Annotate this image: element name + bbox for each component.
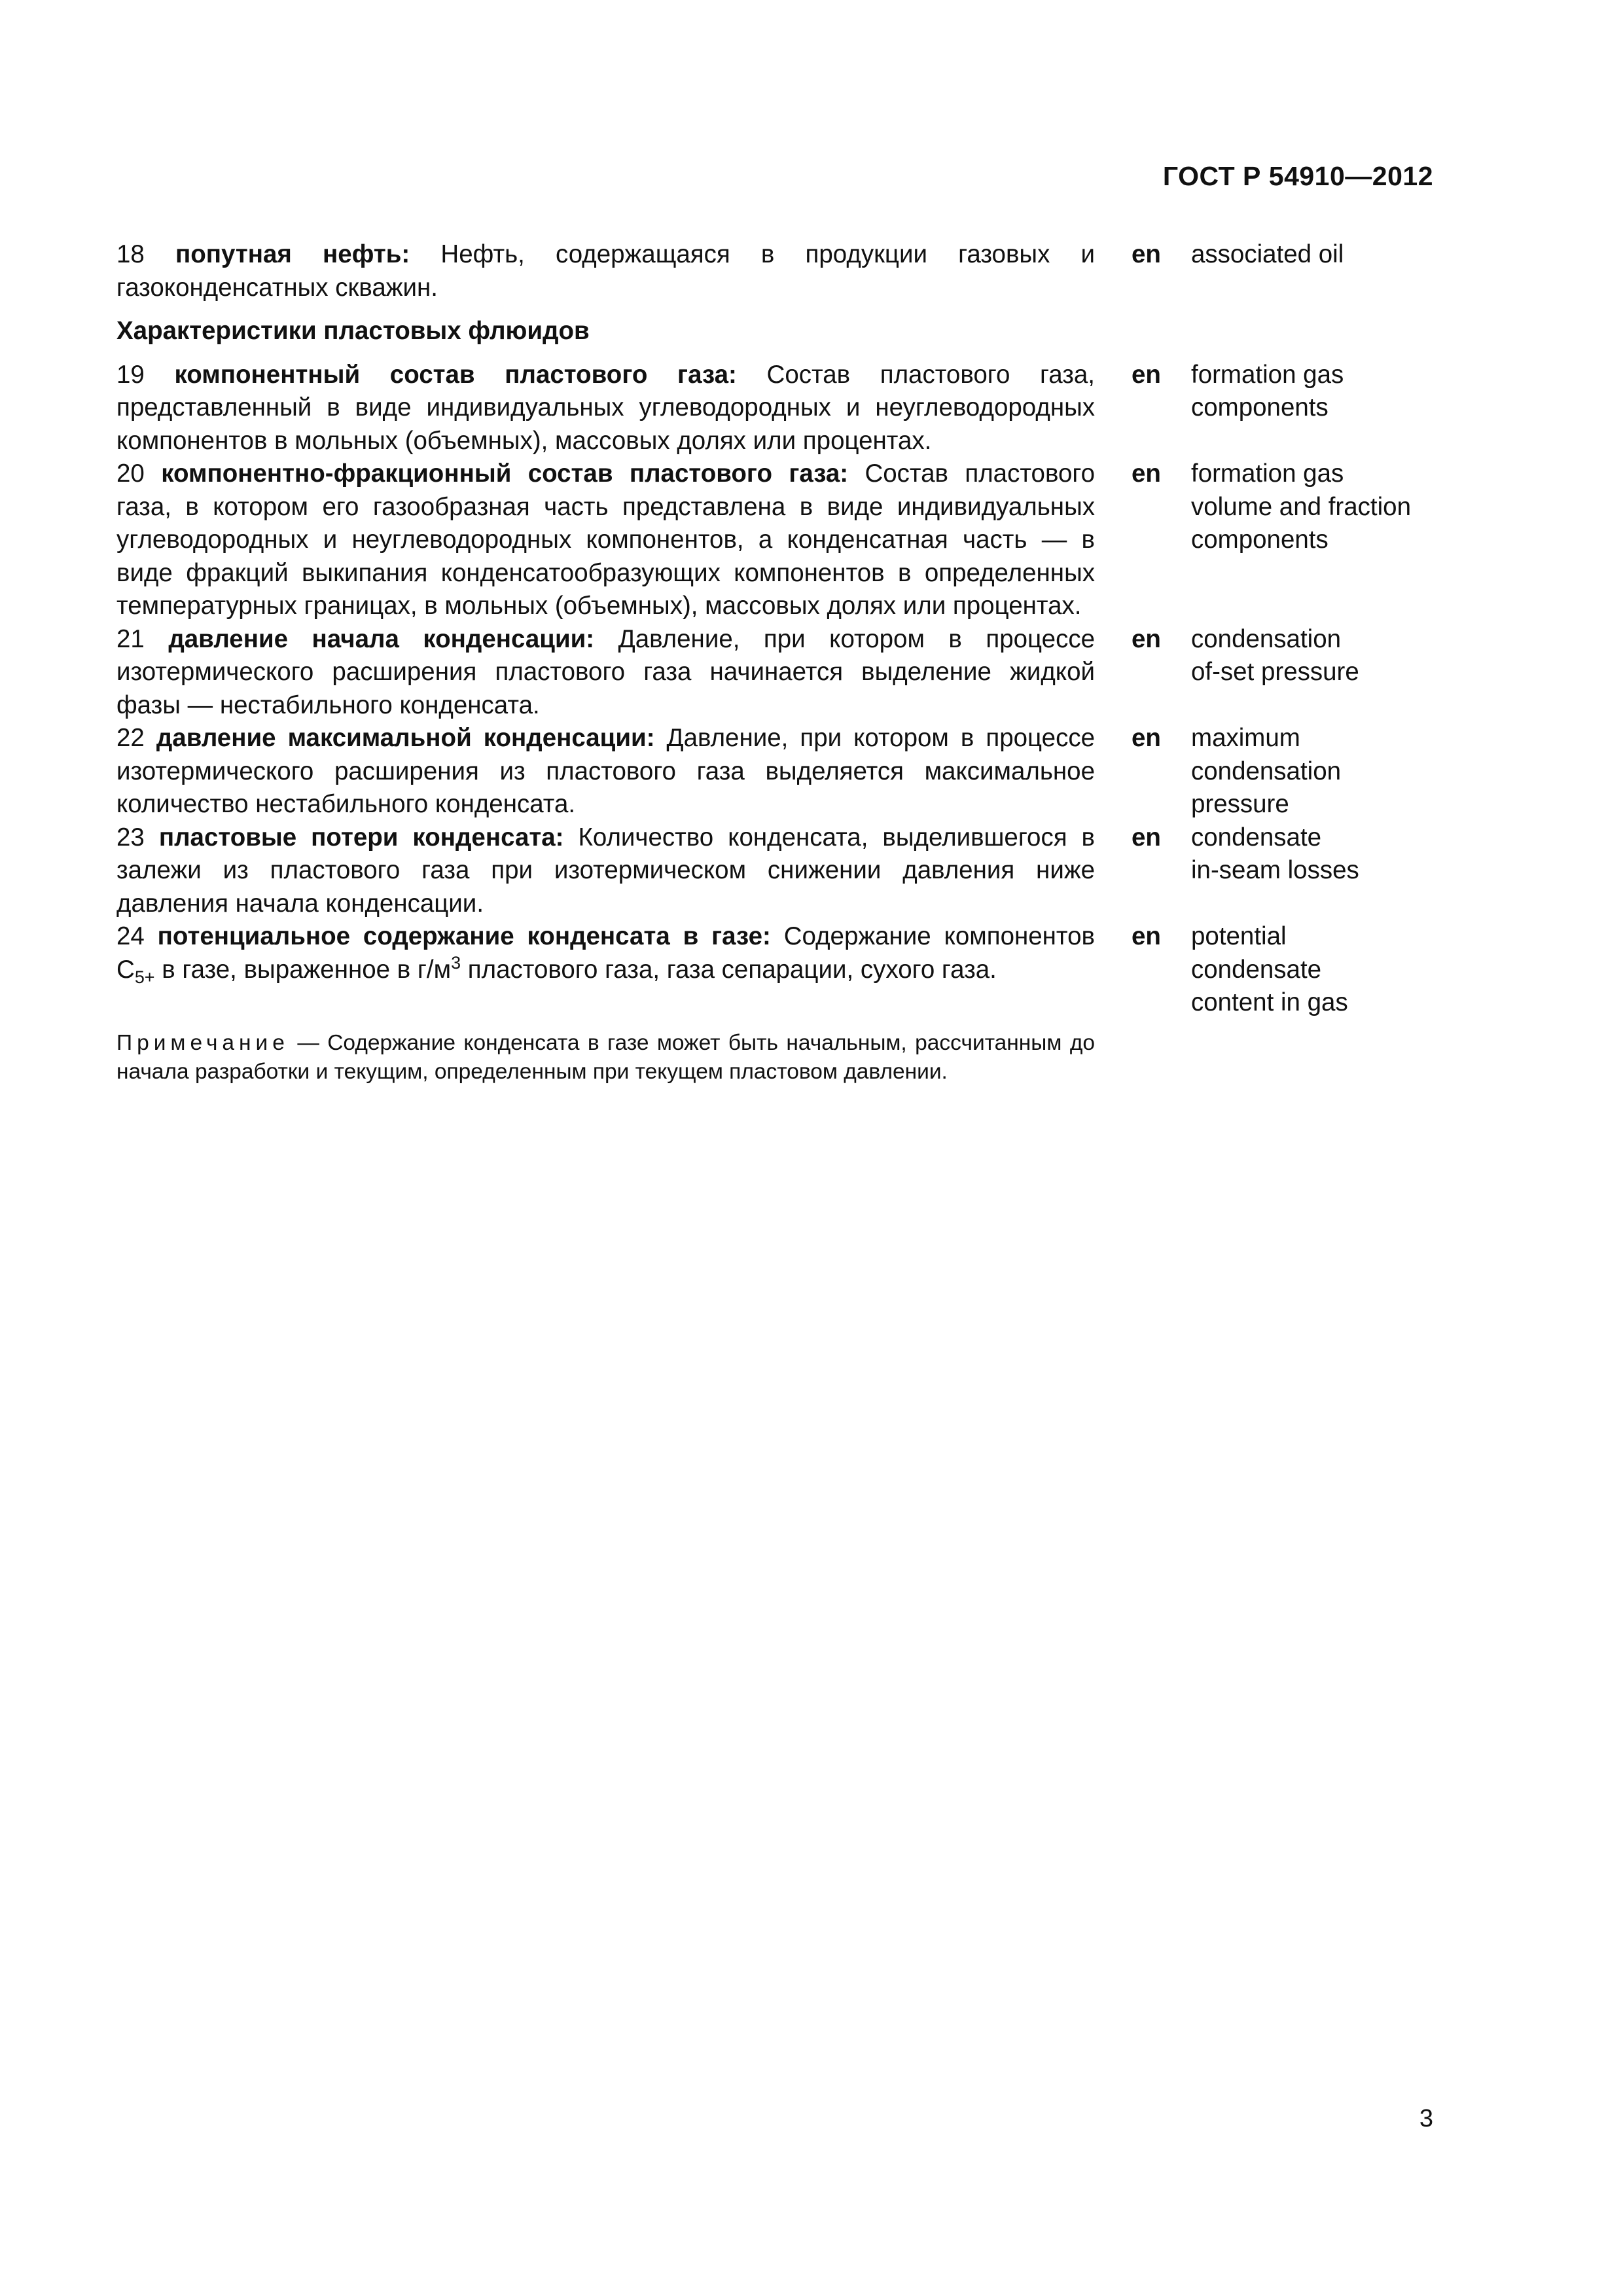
term-name: давление начала конденсации:: [168, 624, 595, 653]
term-en: maximum condensation pressure: [1191, 724, 1342, 818]
term-en: formation gas components: [1191, 360, 1344, 422]
term-definition: Количество конденсата, выделившегося в залежи из пластового газа при изотермическом снижении давления ниже давления начала конденсации.: [116, 823, 1095, 918]
term-name: компонентный состав пластового газа:: [174, 360, 737, 389]
lang-code: en: [1132, 922, 1161, 950]
term-name: компонентно-фракционный состав пластового газа:: [161, 459, 849, 488]
lang-code: en: [1132, 459, 1161, 488]
term-number: 23: [116, 823, 145, 852]
term-definition-part3: пластового газа, газа сепарации, сухого газа.: [461, 955, 997, 984]
subscript: 5+: [134, 967, 155, 987]
term-name: попутная нефть:: [175, 240, 410, 268]
term-ru: [116, 623, 1095, 723]
lang-code: en: [1132, 360, 1161, 389]
document-header: ГОСТ Р 54910—2012: [1162, 161, 1433, 191]
term-definition: Давление, при котором в процессе изотермического расширения пластового газа начинается выделение жидкой фазы — нестабильного конденсата.: [116, 624, 1095, 719]
term-ru: [116, 238, 1095, 304]
lang-code: en: [1132, 724, 1161, 752]
term-definition-part2: в газе, выраженное в г/м: [154, 955, 452, 984]
term-definition-part1: Содержание компонентов С: [116, 922, 1095, 984]
note: [116, 1029, 1095, 1086]
term-number: 24: [116, 922, 145, 950]
term-entry-21: [116, 623, 1433, 723]
term-name: потенциальное содержание конденсата в газе:: [157, 922, 771, 950]
term-number: 21: [116, 624, 145, 653]
page-number: 3: [1419, 2105, 1433, 2132]
term-en: potential condensate content in gas: [1191, 922, 1348, 1016]
term-en: formation gas volume and fraction components: [1191, 459, 1411, 554]
lang-code: en: [1132, 624, 1161, 653]
lang-code: en: [1132, 240, 1161, 268]
term-ru: [116, 722, 1095, 821]
term-ru: [116, 359, 1095, 458]
term-number: 22: [116, 724, 145, 752]
term-ru: [116, 457, 1095, 623]
term-number: 19: [116, 360, 145, 389]
term-en: condensate in-seam losses: [1191, 823, 1359, 884]
term-number: 18: [116, 240, 145, 268]
term-entry-22: [116, 722, 1433, 821]
lang-code: en: [1132, 823, 1161, 852]
section-heading: Характеристики пластовых флюидов: [116, 317, 590, 345]
term-name: пластовые потери конденсата:: [158, 823, 564, 852]
term-definition: Состав пластового газа, представленный в виде индивидуальных углеводородных и неуглеводородных компонентов в мольных (объемных), массовых долях или процентах.: [116, 360, 1095, 455]
term-entry-18: [116, 238, 1433, 304]
term-number: 20: [116, 459, 145, 488]
term-en: associated oil: [1191, 240, 1344, 268]
note-text: — Содержание конденсата в газе может быть начальным, рассчитанным до начала разработки и текущим, определенным при текущем пластовом давлении.: [116, 1030, 1095, 1084]
term-definition: Давление, при котором в процессе изотермического расширения из пластового газа выделяется максимальное количество нестабильного конденсата.: [116, 724, 1095, 818]
term-entry-24: [116, 920, 1433, 1020]
term-ru: [116, 821, 1095, 921]
superscript: 3: [451, 952, 461, 973]
term-entry-23: [116, 821, 1433, 921]
term-entry-20: [116, 457, 1433, 623]
term-entry-19: [116, 359, 1433, 458]
term-definition: Состав пластового газа, в котором его газообразная часть представлена в виде индивидуальных углеводородных и неуглеводородных компонентов, а конденсатная часть — в виде фракций выкипания конденсатообразующих компонентов в определенных температурных границах, в мольных (объемных), массовых долях или процентах.: [116, 459, 1095, 620]
term-definition: Нефть, содержащаяся в продукции газовых и газоконденсатных скважин.: [116, 240, 1095, 302]
term-ru: [116, 920, 1095, 986]
note-label: Примечание: [116, 1030, 289, 1055]
terms-content: [116, 238, 1433, 1086]
term-name: давление максимальной конденсации:: [156, 724, 655, 752]
term-en: condensation of-set pressure: [1191, 624, 1359, 686]
